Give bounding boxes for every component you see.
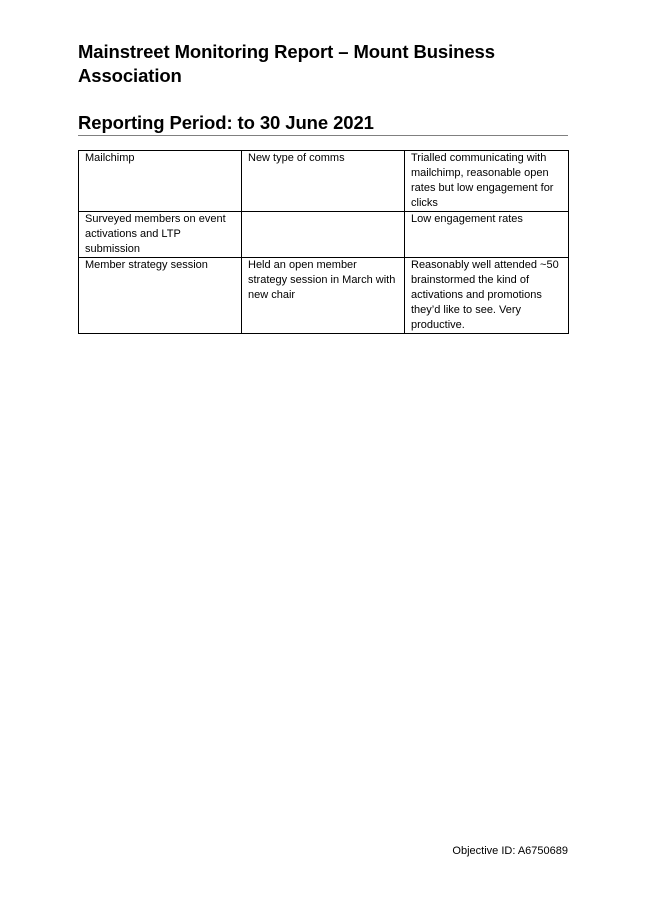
activity-cell: Surveyed members on event activations and LTP submission — [79, 212, 242, 258]
activity-cell: Mailchimp — [79, 151, 242, 212]
objective-id-footer: Objective ID: A6750689 — [452, 845, 568, 857]
reporting-period-heading: Reporting Period: to 30 June 2021 — [78, 112, 374, 133]
report-table — [78, 150, 569, 334]
document-title: Mainstreet Monitoring Report – Mount Business Association — [78, 41, 495, 86]
table-row — [79, 151, 569, 212]
heading-underline — [78, 135, 568, 136]
table-row — [79, 212, 569, 258]
table-row — [79, 258, 569, 334]
outcome-cell: Trialled communicating with mailchimp, reasonable open rates but low engagement for clicks — [405, 151, 569, 212]
description-cell: Held an open member strategy session in March with new chair — [242, 258, 405, 334]
activity-cell: Member strategy session — [79, 258, 242, 334]
description-cell: New type of comms — [242, 151, 405, 212]
description-cell — [242, 212, 405, 258]
outcome-cell: Reasonably well attended ~50 brainstormed the kind of activations and promotions they’d like to see. Very productive. — [405, 258, 569, 334]
outcome-cell: Low engagement rates — [405, 212, 569, 258]
